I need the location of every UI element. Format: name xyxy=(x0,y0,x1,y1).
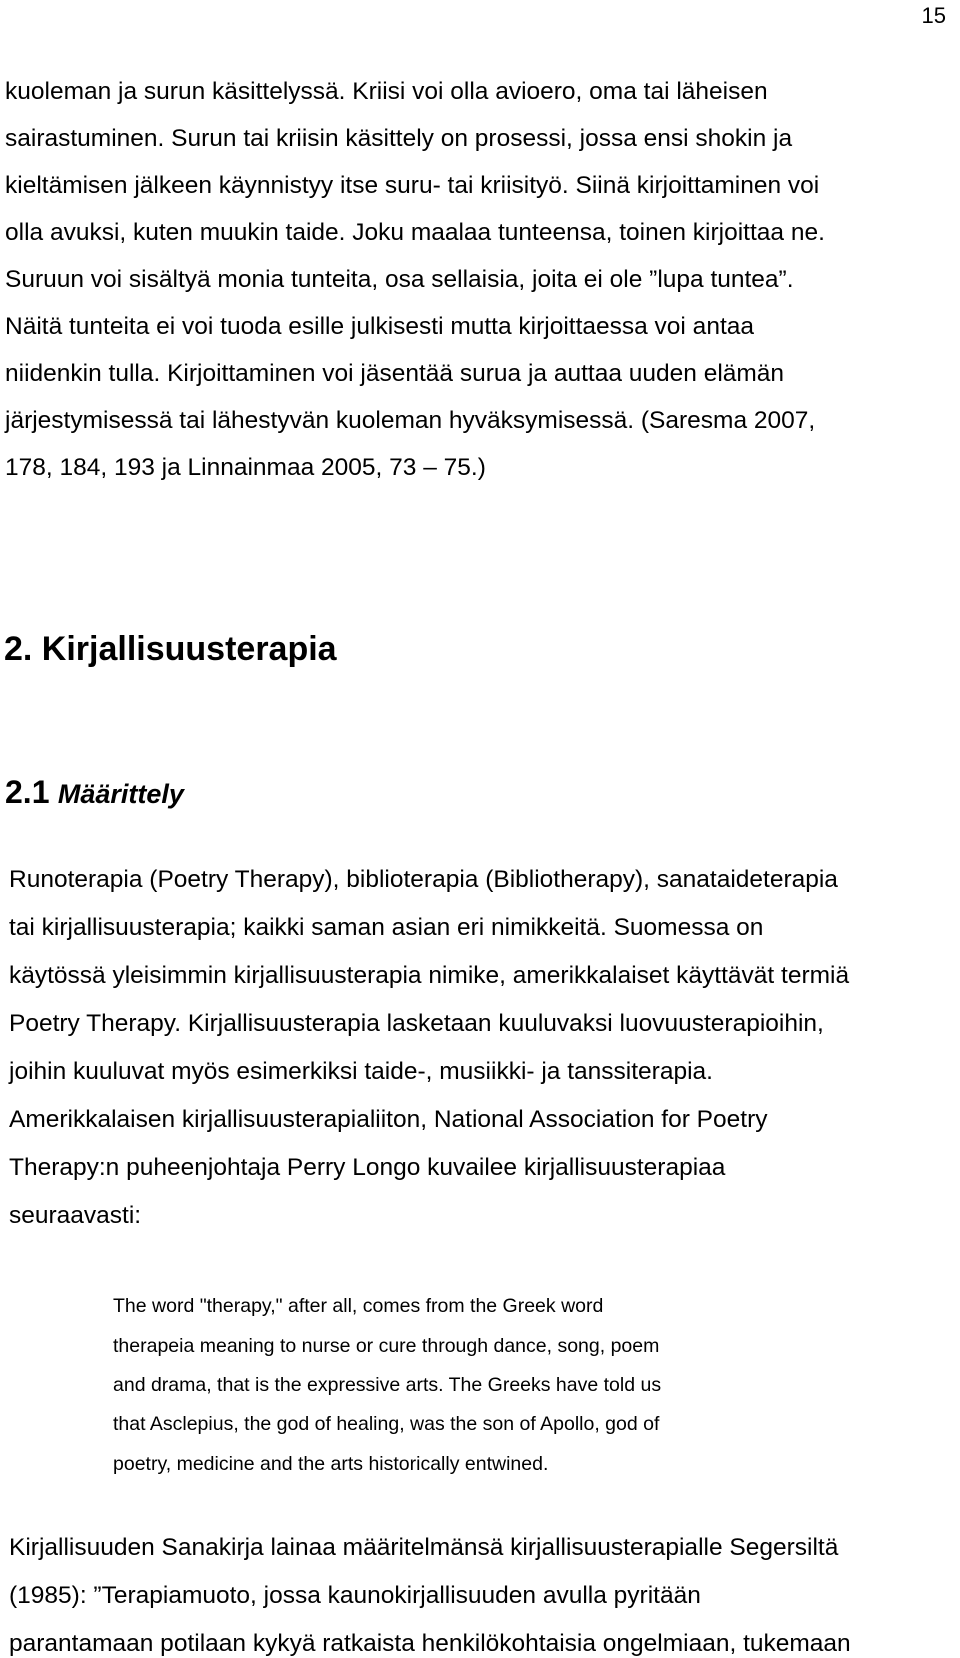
text-line: olla avuksi, kuten muukin taide. Joku maalaa tunteensa, toinen kirjoittaa ne. xyxy=(5,219,825,246)
text-line: Therapy:n puheenjohtaja Perry Longo kuvailee kirjallisuusterapiaa xyxy=(9,1154,726,1181)
text-line: 178, 184, 193 ja Linnainmaa 2005, 73 – 75.) xyxy=(5,454,486,481)
text-line: Amerikkalaisen kirjallisuusterapialiiton, National Association for Poetry xyxy=(9,1106,768,1133)
text-line: tai kirjallisuusterapia; kaikki saman asian eri nimikkeitä. Suomessa on xyxy=(9,914,764,941)
quote-line: poetry, medicine and the arts historically entwined. xyxy=(113,1453,549,1475)
text-line: kieltämisen jälkeen käynnistyy itse suru- tai kriisityö. Siinä kirjoittaminen voi xyxy=(5,172,820,199)
text-line: parantamaan potilaan kykyä ratkaista henkilökohtaisia ongelmiaan, tukemaan xyxy=(9,1630,851,1657)
quote-line: The word "therapy," after all, comes from the Greek word xyxy=(113,1295,604,1317)
section-heading: 2. Kirjallisuusterapia xyxy=(4,630,337,668)
quote-line: therapeia meaning to nurse or cure through dance, song, poem xyxy=(113,1335,660,1357)
text-line: joihin kuuluvat myös esimerkiksi taide-, musiikki- ja tanssiterapia. xyxy=(9,1058,713,1085)
subsection-title: Määrittely xyxy=(57,779,184,809)
text-line: (1985): ”Terapiamuoto, jossa kaunokirjallisuuden avulla pyritään xyxy=(9,1582,701,1609)
text-line: järjestymisessä tai lähestyvän kuoleman hyväksymisessä. (Saresma 2007, xyxy=(5,407,816,434)
text-line: Kirjallisuuden Sanakirja lainaa määritelmänsä kirjallisuusterapialle Segersiltä xyxy=(9,1534,839,1561)
page-number: 15 xyxy=(921,3,946,28)
text-line: Poetry Therapy. Kirjallisuusterapia lasketaan kuuluvaksi luovuusterapioihin, xyxy=(9,1010,824,1037)
subsection-number: 2.1 xyxy=(5,774,50,810)
quote-line: and drama, that is the expressive arts. The Greeks have told us xyxy=(113,1374,662,1396)
text-line: sairastuminen. Surun tai kriisin käsittely on prosessi, jossa ensi shokin ja xyxy=(5,125,793,152)
text-line: seuraavasti: xyxy=(9,1202,142,1229)
text-line: Näitä tunteita ei voi tuoda esille julkisesti mutta kirjoittaessa voi antaa xyxy=(5,313,754,340)
subsection-heading xyxy=(5,774,184,812)
text-line: Suruun voi sisältyä monia tunteita, osa sellaisia, joita ei ole ”lupa tuntea”. xyxy=(5,266,794,293)
text-line: Runoterapia (Poetry Therapy), biblioterapia (Bibliotherapy), sanataideterapia xyxy=(9,866,838,893)
text-line: käytössä yleisimmin kirjallisuusterapia nimike, amerikkalaiset käyttävät termiä xyxy=(9,962,850,989)
text-line: niidenkin tulla. Kirjoittaminen voi jäsentää surua ja auttaa uuden elämän xyxy=(5,360,785,387)
text-line: kuoleman ja surun käsittelyssä. Kriisi voi olla avioero, oma tai läheisen xyxy=(5,78,768,105)
quote-line: that Asclepius, the god of healing, was the son of Apollo, god of xyxy=(113,1413,660,1435)
